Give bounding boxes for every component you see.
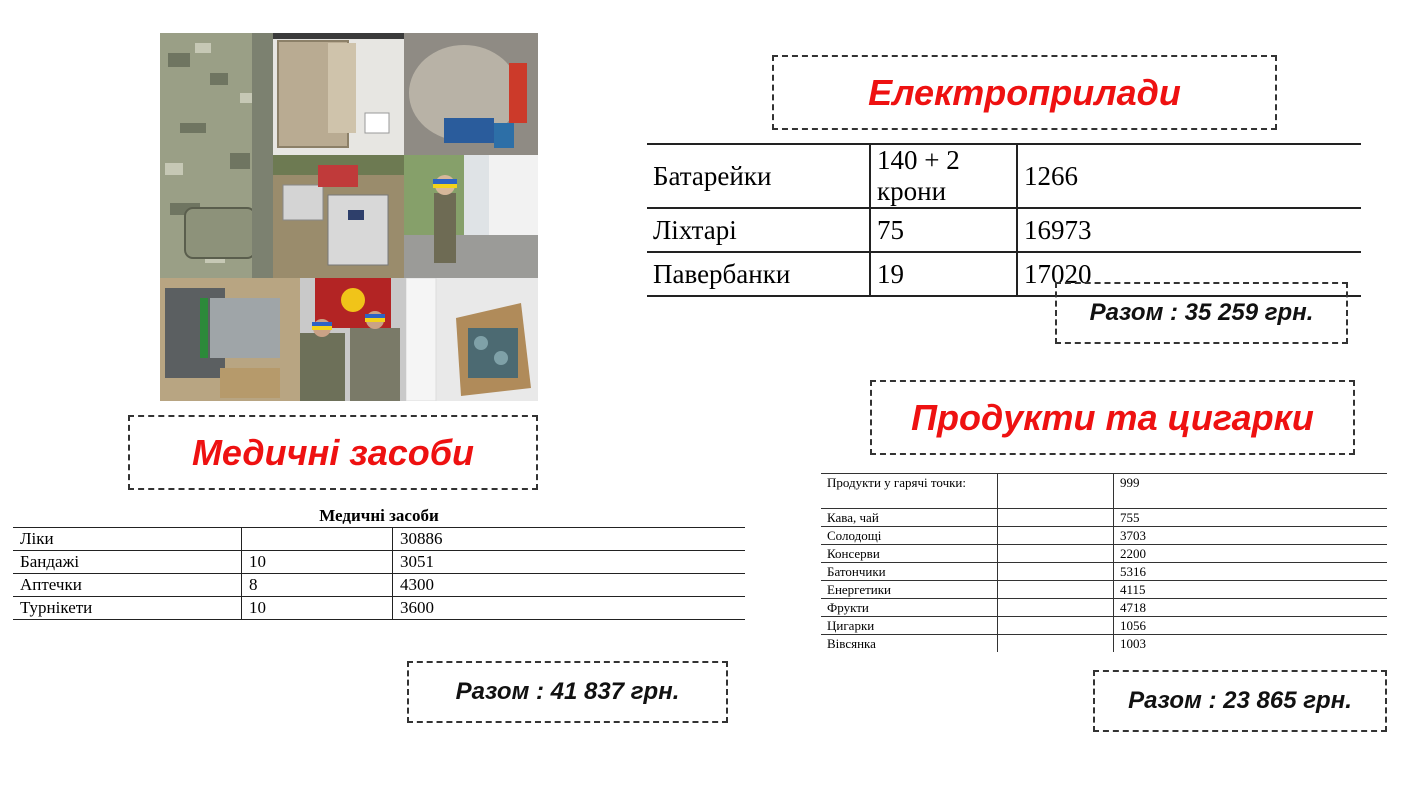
- table-row: [821, 617, 1387, 635]
- table-cell: 4300: [393, 574, 746, 597]
- table-cell: 10: [242, 597, 393, 620]
- table-cell: Турнікети: [13, 597, 242, 620]
- table-cell: Бандажі: [13, 551, 242, 574]
- table-cell: 10: [242, 551, 393, 574]
- table-cell: Фрукти: [821, 599, 998, 617]
- table-cell: Кава, чай: [821, 509, 998, 527]
- electronics-total: Разом : 35 259 грн.: [1089, 299, 1314, 326]
- table-cell: [242, 528, 393, 551]
- medical-heading-box: [128, 415, 538, 490]
- table-cell: [998, 599, 1114, 617]
- soldier-standing-photo: [404, 155, 538, 278]
- table-row: [821, 599, 1387, 617]
- food-total-box: [1093, 670, 1387, 732]
- table-cell: [998, 635, 1114, 653]
- medical-heading: Медичні засоби: [191, 431, 475, 473]
- table-cell: [998, 581, 1114, 599]
- table-cell: Аптечки: [13, 574, 242, 597]
- table-cell: Цигарки: [821, 617, 998, 635]
- table-row: [647, 208, 1361, 252]
- supplies-bag-photo: [404, 33, 538, 155]
- food-table: [821, 473, 1387, 652]
- table-cell: Ліхтарі: [647, 208, 870, 252]
- table-row: [821, 527, 1387, 545]
- table-cell: 30886: [393, 528, 746, 551]
- table-cell: 4115: [1114, 581, 1388, 599]
- table-cell: 19: [870, 252, 1017, 296]
- table-header-row: [13, 505, 745, 528]
- table-row: [821, 581, 1387, 599]
- tools-photo: [160, 278, 300, 401]
- box-of-cans-photo: [406, 278, 538, 401]
- table-cell: 1266: [1017, 144, 1361, 208]
- photo-collage: [160, 33, 538, 401]
- socks-package-photo: [273, 33, 404, 155]
- table-row: [13, 551, 745, 574]
- table-row: [821, 509, 1387, 527]
- electronics-heading-box: [772, 55, 1277, 130]
- table-cell: 999: [1114, 474, 1388, 509]
- medical-total: Разом : 41 837 грн.: [455, 678, 680, 705]
- table-cell: Енергетики: [821, 581, 998, 599]
- boxes-on-grass-photo: [273, 155, 404, 278]
- table-cell: Консерви: [821, 545, 998, 563]
- table-cell: 3051: [393, 551, 746, 574]
- table-cell: 8: [242, 574, 393, 597]
- two-soldiers-with-flag-photo: [300, 278, 406, 401]
- table-cell: Ліки: [13, 528, 242, 551]
- table-cell: Солодощі: [821, 527, 998, 545]
- table-cell: 140 + 2 крони: [870, 144, 1017, 208]
- table-cell: 3703: [1114, 527, 1388, 545]
- table-cell: [998, 545, 1114, 563]
- table-cell: 755: [1114, 509, 1388, 527]
- table-cell: [998, 474, 1114, 509]
- table-cell: Батончики: [821, 563, 998, 581]
- military-backpack-photo: [160, 33, 273, 278]
- medical-total-box: [407, 661, 728, 723]
- table-row: [821, 545, 1387, 563]
- table-row: [821, 635, 1387, 653]
- table-cell: [998, 563, 1114, 581]
- table-row: [13, 574, 745, 597]
- food-heading: Продукти та цигарки: [911, 396, 1314, 438]
- electronics-table: [647, 143, 1361, 297]
- table-cell: 16973: [1017, 208, 1361, 252]
- table-cell: Павербанки: [647, 252, 870, 296]
- table-cell: Вівсянка: [827, 636, 876, 651]
- medical-table-title: Медичні засоби: [13, 505, 745, 528]
- table-row: [13, 528, 745, 551]
- food-heading-box: [870, 380, 1355, 455]
- electronics-total-box: [1055, 282, 1348, 344]
- food-total: Разом : 23 865 грн.: [1128, 687, 1352, 714]
- table-row: [821, 563, 1387, 581]
- table-cell: 2200: [1114, 545, 1388, 563]
- table-cell: [998, 527, 1114, 545]
- table-cell: 5316: [1114, 563, 1388, 581]
- table-cell: 1056: [1114, 617, 1388, 635]
- table-cell: 75: [870, 208, 1017, 252]
- table-row: [647, 144, 1361, 208]
- table-cell: 1003: [1114, 635, 1388, 653]
- table-cell: Батарейки: [647, 144, 870, 208]
- table-cell: Продукти у гарячі точки:: [821, 474, 998, 509]
- medical-table: [13, 505, 745, 620]
- table-row: [821, 474, 1387, 509]
- table-cell: [998, 509, 1114, 527]
- electronics-heading: Електроприлади: [868, 71, 1181, 113]
- table-cell: 4718: [1114, 599, 1388, 617]
- table-row: [13, 597, 745, 620]
- table-cell: [998, 617, 1114, 635]
- table-cell: 3600: [393, 597, 746, 620]
- table-cell: 17020: [1017, 252, 1361, 296]
